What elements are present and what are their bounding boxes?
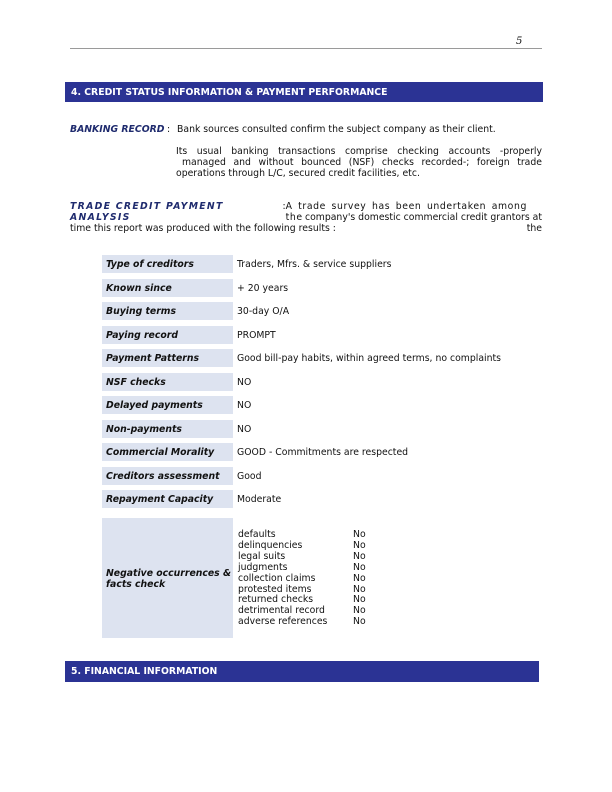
negative-occurrence-value: No	[353, 539, 366, 551]
negative-occurrence-value: No	[353, 572, 366, 584]
negative-occurrence-name: returned checks	[238, 594, 314, 606]
negative-occurrence-value: No	[353, 529, 366, 540]
section-5-header: 5. FINANCIAL INFORMATION	[65, 661, 539, 682]
table-row-label: Non-payments	[102, 420, 233, 438]
negative-occurrence-name: adverse references	[238, 616, 328, 628]
negative-occurrence-value: No	[353, 583, 366, 595]
table-row-value: 30-day O/A	[237, 305, 290, 317]
banking-colon: :	[167, 124, 171, 135]
trade-analysis-colon: :	[282, 201, 286, 212]
table-row-label: Buying terms	[102, 302, 233, 320]
negative-occurrence-item	[238, 617, 366, 628]
table-row-label: Payment Patterns	[102, 349, 233, 367]
banking-details-line-2: managed and without bounced (NSF) checks recorded-; foreign trade	[182, 157, 542, 168]
table-row-value: NO	[237, 376, 252, 388]
negative-occurrence-name: detrimental record	[238, 605, 325, 617]
negative-occurrence-name: protested items	[238, 583, 312, 595]
table-row-label: Repayment Capacity	[102, 490, 233, 508]
negative-occurrences-label: Negative occurrences & facts check	[102, 518, 233, 638]
table-row-value: + 20 years	[237, 282, 289, 294]
table-row-value: PROMPT	[237, 329, 276, 341]
table-row-label: Known since	[102, 279, 233, 297]
table-row-value: NO	[237, 399, 252, 411]
table-row-value: Good	[237, 470, 262, 482]
banking-record-label: BANKING RECORD	[70, 124, 165, 135]
header-rule	[70, 48, 542, 49]
table-row-value: Traders, Mfrs. & service suppliers	[237, 258, 392, 270]
table-row-label: Commercial Morality	[102, 443, 233, 461]
table-row-label: Delayed payments	[102, 396, 233, 414]
negative-occurrences-list	[238, 530, 366, 628]
trade-analysis-text-1: A trade survey has been undertaken among the	[285, 201, 527, 223]
table-row-value: NO	[237, 423, 252, 435]
trade-analysis-line-2: company's domestic commercial credit grantors at the	[304, 212, 542, 234]
negative-occurrence-value: No	[353, 561, 366, 573]
negative-occurrence-name: judgments	[238, 561, 288, 573]
table-row-value: Moderate	[237, 493, 282, 505]
negative-occurrence-value: No	[353, 594, 366, 606]
table-row-label: NSF checks	[102, 373, 233, 391]
negative-occurrence-value: No	[353, 550, 366, 562]
banking-details-line-3: operations through L/C, secured credit facilities, etc.	[176, 168, 420, 179]
table-row-value: GOOD - Commitments are respected	[237, 446, 409, 458]
page-number: 5	[516, 36, 523, 47]
negative-occurrence-value: No	[353, 605, 366, 617]
banking-details-paragraph	[176, 146, 542, 179]
table-row-value: Good bill-pay habits, within agreed terms, no complaints	[237, 352, 502, 364]
trade-analysis-label: TRADE CREDIT PAYMENT ANALYSIS	[70, 201, 224, 223]
banking-details-line-1: Its usual banking transactions comprise checking accounts -properly	[176, 146, 542, 157]
negative-occurrence-value: No	[353, 616, 366, 628]
table-row-label: Type of creditors	[102, 255, 233, 273]
negative-occurrence-name: collection claims	[238, 572, 316, 584]
negative-occurrence-item	[238, 574, 366, 585]
negative-occurrence-item	[238, 563, 366, 574]
negative-occurrence-name: defaults	[238, 529, 276, 540]
table-row-label: Creditors assessment	[102, 467, 233, 485]
negative-occurrence-name: legal suits	[238, 550, 286, 562]
section-4-header: 4. CREDIT STATUS INFORMATION & PAYMENT PERFORMANCE	[65, 82, 543, 102]
trade-analysis-line-3: time this report was produced with the following results :	[70, 223, 336, 234]
banking-record-text: Bank sources consulted confirm the subject company as their client.	[177, 124, 496, 135]
negative-occurrence-name: delinquencies	[238, 539, 303, 551]
table-row-label: Paying record	[102, 326, 233, 344]
